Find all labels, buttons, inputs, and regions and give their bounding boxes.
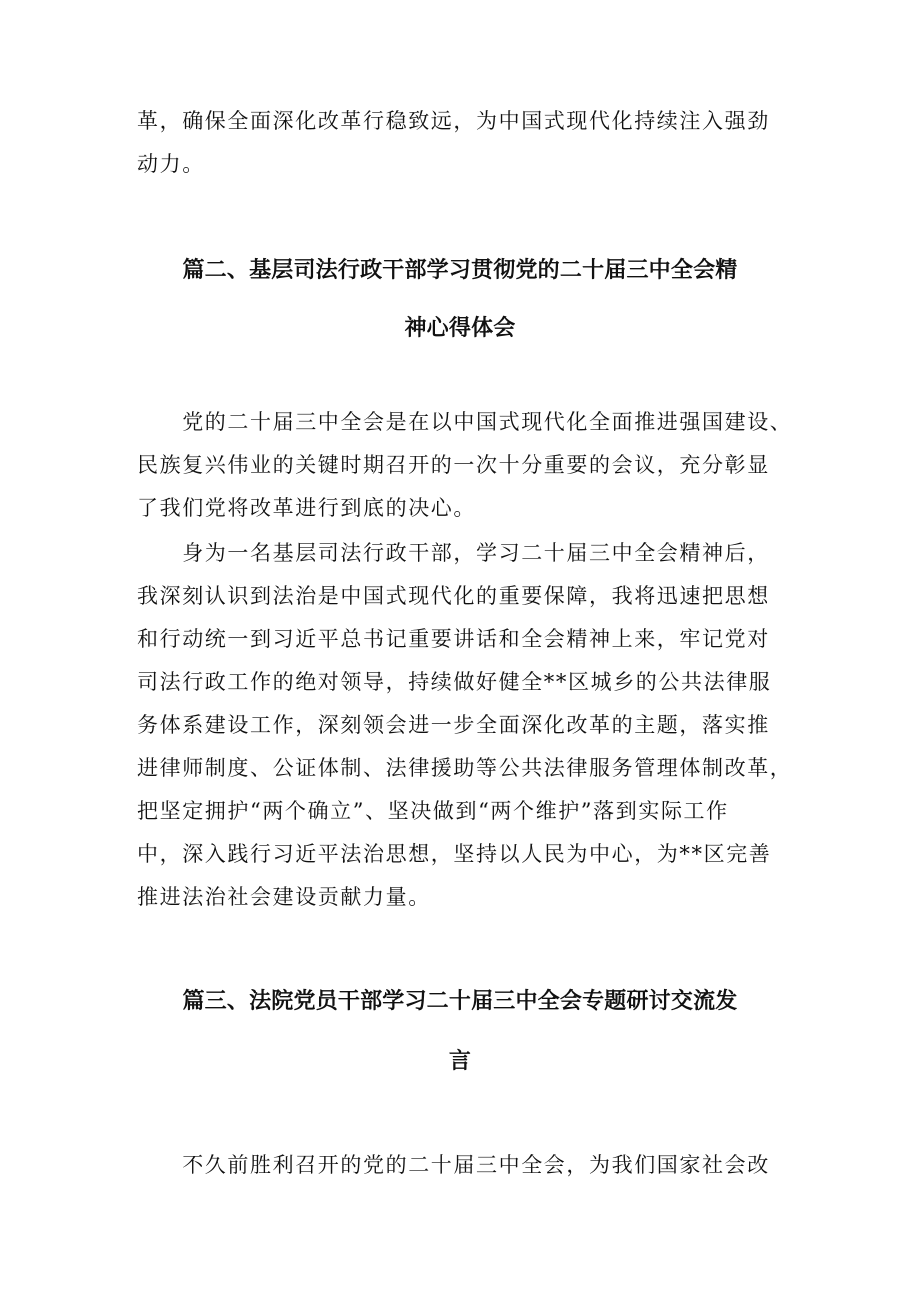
section2-title-line2: 神心得体会 — [404, 316, 516, 341]
section2-title-line1: 篇二、基层司法行政干部学习贯彻党的二十届三中全会精 — [182, 258, 738, 283]
text-line: 把坚定拥护“两个确立”、坚决做到“两个维护”落到实际工作 — [137, 799, 729, 823]
text-line: 不久前胜利召开的党的二十届三中全会，为我们国家社会改 — [137, 1153, 770, 1177]
text-line: 推进法治社会建设贡献力量。 — [137, 885, 431, 909]
text-line: 党的二十届三中全会是在以中国式现代化全面推进强国建设、 — [137, 410, 793, 434]
text-line: 身为一名基层司法行政干部，学习二十届三中全会精神后， — [137, 541, 770, 565]
text-line: 中，深入践行习近平法治思想，坚持以人民为中心，为**区完善 — [137, 842, 772, 866]
section2-paragraph-2 — [137, 532, 793, 919]
text-line: 进律师制度、公证体制、法律援助等公共法律服务管理体制改革， — [137, 756, 793, 780]
section3-title-line2: 言 — [448, 1049, 472, 1074]
text-line: 革，确保全面深化改革行稳致远，为中国式现代化持续注入强劲 — [137, 109, 770, 133]
text-line: 民族复兴伟业的关键时期召开的一次十分重要的会议，充分彰显 — [137, 453, 770, 477]
section2-paragraph-1 — [137, 401, 793, 530]
section3-title-line1: 篇三、法院党员干部学习二十届三中全会专题研讨交流发 — [182, 989, 738, 1014]
text-line: 我深刻认识到法治是中国式现代化的重要保障，我将迅速把思想 — [137, 584, 770, 608]
section3-paragraph-1 — [137, 1144, 787, 1187]
text-line: 务体系建设工作，深刻领会进一步全面深化改革的主题，落实推 — [137, 713, 770, 737]
text-line: 司法行政工作的绝对领导，持续做好健全**区城乡的公共法律服 — [137, 670, 772, 694]
text-line: 和行动统一到习近平总书记重要讲话和全会精神上来，牢记党对 — [137, 627, 770, 651]
text-line: 了我们党将改革进行到底的决心。 — [137, 496, 476, 520]
text-line: 动力。 — [137, 152, 205, 176]
continuation-paragraph — [137, 100, 787, 186]
